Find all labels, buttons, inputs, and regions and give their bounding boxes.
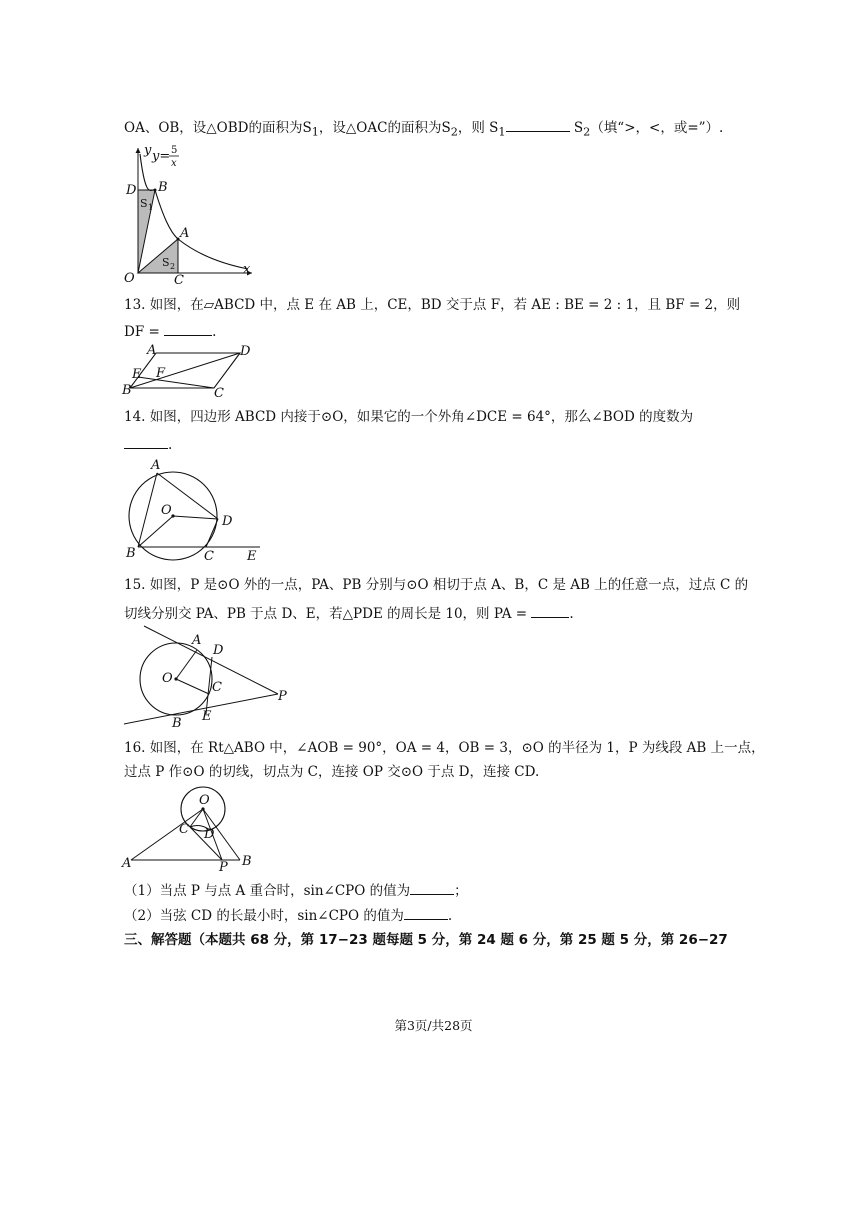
equation-numerator: 5 [171, 145, 178, 156]
point-B-label: B [122, 383, 132, 398]
answer-blank[interactable] [506, 117, 570, 132]
q14-text-line2: . [124, 434, 172, 454]
q13-text-line2: DF = . [124, 321, 216, 341]
q16-triangle-figure [118, 783, 268, 873]
point-A-label: A [151, 458, 161, 473]
point-A-label: A [192, 633, 202, 648]
point-A-label: A [122, 856, 132, 871]
point-E-label: E [202, 709, 212, 724]
point-B-label: B [172, 716, 182, 730]
section-3-heading: 三、解答题（本题共 68 分，第 17−23 题每题 5 分，第 24 题 6 分，第 25 题 5 分，第 26−27 [124, 932, 728, 948]
q16-subquestion-1: （1）当点 P 与点 A 重合时，sin∠CPO 的值为 ； [124, 880, 468, 900]
answer-blank[interactable] [531, 603, 569, 618]
point-E-label: E [132, 367, 142, 382]
answer-blank[interactable] [410, 880, 454, 895]
q12-text: OA、OB，设△OBD的面积为$S_1$，设△OAC的面积为$S_2$，则 $S_1$ $S_2$（填“>，<，或=”）. [124, 117, 723, 142]
point-P-label: P [278, 689, 287, 704]
answer-blank[interactable] [124, 434, 168, 449]
point-C-label: C [214, 386, 224, 400]
point-E-label: E [247, 549, 257, 564]
q13-text-line1: 13. 如图，在▱ABCD 中，点 E 在 AB 上，CE，BD 交于点 F，若 AE : BE = 2 : 1，且 BF = 2，则 [124, 297, 741, 313]
q13-parallelogram-figure [118, 340, 258, 400]
center-O-label: O [161, 503, 172, 518]
point-C-label: C [174, 273, 184, 287]
point-D-label: D [204, 827, 215, 842]
q12-hyperbola-figure [118, 142, 258, 287]
point-P-label: P [219, 860, 228, 873]
q16-text-line1: 16. 如图，在 Rt△ABO 中，∠AOB = 90°，OA = 4，OB = 3，⊙O 的半径为 1，P 为线段 AB 上一点， [124, 740, 765, 756]
point-D-label: D [222, 514, 233, 529]
q16-subquestion-2: （2）当弦 CD 的长最小时，sin∠CPO 的值为 . [124, 905, 452, 925]
s2-label: S [162, 256, 170, 269]
point-B-label: B [242, 854, 252, 869]
point-D-label: D [240, 344, 251, 359]
point-C-label: C [179, 822, 189, 837]
q16-text-line2: 过点 P 作⊙O 的切线，切点为 C，连接 OP 交⊙O 于点 D，连接 CD. [124, 764, 540, 780]
point-A-label: A [147, 343, 157, 358]
s1-label: S [140, 197, 148, 210]
y-axis-label: y [144, 143, 152, 158]
svg-text:1: 1 [148, 203, 154, 212]
equation-denominator: x [171, 158, 177, 169]
point-B-label: B [158, 180, 168, 195]
point-D-label: D [213, 643, 224, 658]
point-A-label: A [180, 226, 190, 241]
q14-text-line1: 14. 如图，四边形 ABCD 内接于⊙O，如果它的一个外角∠DCE = 64°，那么∠BOD 的度数为 [124, 409, 694, 425]
equation-label: y= [152, 149, 171, 164]
q14-circle-figure [118, 454, 268, 566]
point-C-label: C [204, 549, 214, 564]
x-axis-label: x [243, 262, 251, 277]
point-B-label: B [126, 546, 136, 561]
q15-text-line2: 切线分别交 PA、PB 于点 D、E，若△PDE 的周长是 10，则 PA = . [124, 603, 574, 623]
svg-text:2: 2 [170, 262, 176, 271]
page-footer: 第3页/共28页 [394, 1018, 473, 1033]
point-F-label: F [156, 366, 166, 381]
answer-blank[interactable] [404, 905, 448, 920]
answer-blank[interactable] [164, 321, 212, 336]
center-O-label: O [199, 793, 210, 808]
origin-label: O [124, 271, 135, 286]
point-C-label: C [212, 680, 222, 695]
point-D-label: D [126, 183, 137, 198]
q15-text-line1: 15. 如图，P 是⊙O 外的一点，PA、PB 分别与⊙O 相切于点 A、B，C 是 AB 上的任意一点，过点 C 的 [124, 577, 749, 593]
q15-tangent-figure [118, 620, 298, 730]
center-O-label: O [162, 671, 173, 686]
